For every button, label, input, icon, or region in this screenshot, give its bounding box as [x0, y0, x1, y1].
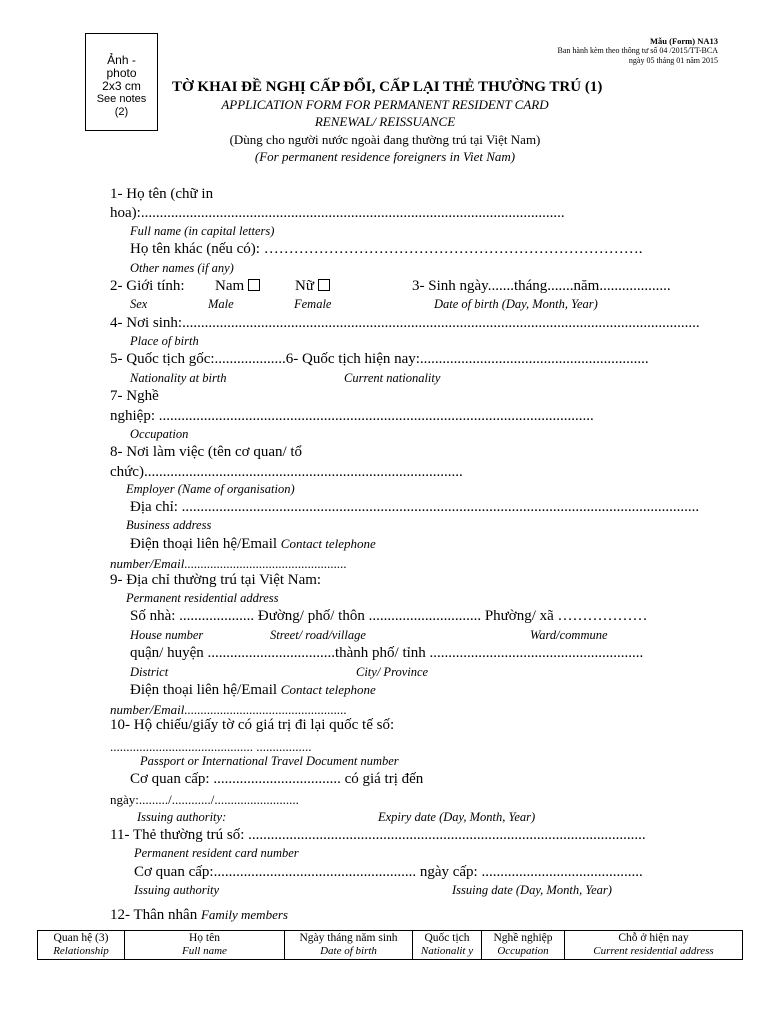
passport-issuer-en: Issuing authority: [137, 810, 227, 824]
full-name-en: Full name (in capital letters) [130, 224, 275, 238]
employer-phone-label [130, 536, 376, 553]
dob-en: Date of birth (Day, Month, Year) [434, 297, 598, 311]
passport-issuer-field[interactable]: Cơ quan cấp: .................................. có giá trị đến [130, 771, 424, 787]
district-en: District [130, 665, 169, 679]
male-checkbox[interactable] [248, 279, 260, 291]
employer-field[interactable]: chức)..................................................................................... [110, 464, 463, 480]
occupation-label: 7- Nghề [110, 388, 159, 404]
passport-expiry-en: Expiry date (Day, Month, Year) [378, 810, 536, 824]
full-name-label-1: 1- Họ tên (chữ in [110, 186, 214, 202]
nationality-current-en: Current nationality [344, 371, 441, 385]
house-number-en: House number [130, 628, 204, 642]
header-occupation: Nghề nghiệp Occupation [482, 931, 565, 960]
sex-en: Sex [130, 297, 148, 311]
title-vi-sub: (Dùng cho người nước ngoài đang thường trú tại Việt Nam) [229, 132, 541, 147]
male-en: Male [208, 297, 234, 311]
passport-label: 10- Hộ chiếu/giấy tờ có giá trị đi lại quốc tế số: [110, 717, 395, 733]
occupation-en: Occupation [130, 427, 189, 441]
header-date-of-birth: Ngày tháng năm sinh Date of birth [285, 931, 413, 960]
nationality-birth-en: Nationality at birth [130, 371, 227, 385]
city-en: City/ Province [356, 665, 429, 679]
male-option[interactable] [215, 278, 260, 295]
sex-label: 2- Giới tính: [110, 278, 185, 294]
passport-field[interactable]: ............................................ ................. [110, 739, 312, 754]
title-en-1: APPLICATION FORM FOR PERMANENT RESIDENT CARD [221, 97, 549, 112]
form-code-name: Mẫu (Form) NA13 [650, 36, 718, 46]
street-en: Street/ road/village [270, 628, 366, 642]
female-en: Female [294, 297, 332, 311]
passport-expiry-field[interactable]: ngày:........./............/.......................... [110, 792, 299, 807]
occupation-field[interactable]: nghiệp: .................................................................................................................... [110, 408, 594, 424]
residential-phone-vi: Điện thoại liên hệ/Email [130, 682, 278, 698]
employer-phone-vi: Điện thoại liên hệ/Email [130, 536, 278, 552]
photo-label-5: (2) [114, 106, 129, 118]
female-checkbox[interactable] [318, 279, 330, 291]
other-names-en: Other names (if any) [130, 261, 234, 275]
form-code [558, 36, 718, 66]
title-vi: TỜ KHAI ĐỀ NGHỊ CẤP ĐỔI, CẤP LẠI THẺ THƯỜNG TRÚ (1) [172, 79, 603, 95]
header-current-address: Chỗ ở hiện nay Current residential address [565, 931, 743, 960]
residential-address-en: Permanent residential address [126, 591, 279, 605]
title-en-sub: (For permanent residence foreigners in Viet Nam) [254, 149, 516, 164]
female-label: Nữ [295, 278, 314, 294]
female-option[interactable] [295, 278, 330, 295]
photo-label-3: 2x3 cm [102, 79, 141, 93]
employer-phone-field[interactable]: number/Email.................................................. [110, 556, 347, 571]
photo-label-4: See notes [96, 93, 147, 105]
employer-en: Employer (Name of organisation) [126, 482, 295, 496]
residential-phone-field[interactable]: number/Email.................................................. [110, 702, 347, 717]
card-number-field[interactable]: 11- Thẻ thường trú số: .......................................................................................................... [110, 827, 646, 843]
ward-en: Ward/commune [530, 628, 608, 642]
employer-phone-en: Contact telephone [280, 536, 376, 551]
business-address-field[interactable]: Địa chỉ: .......................................................................................................................................... [130, 499, 700, 515]
card-issuer-en: Issuing authority [134, 883, 220, 897]
card-issuer-field[interactable]: Cơ quan cấp:...................................................... ngày cấp: ........................................... [134, 864, 643, 880]
title-en-2: RENEWAL/ REISSUANCE [314, 114, 456, 129]
place-of-birth-en: Place of birth [130, 334, 199, 348]
other-names-field[interactable]: Họ tên khác (nếu có): …………………………………………………………………. [130, 241, 643, 257]
district-city-field[interactable]: quận/ huyện ..................................thành phố/ tỉnh ......................................................... [130, 645, 644, 661]
form-code-issued: Ban hành kèm theo thông tư số 04 /2015/TT-BCA [557, 46, 718, 55]
full-name-field[interactable]: hoa):................................................................................................................. [110, 205, 565, 221]
business-address-en: Business address [126, 518, 212, 532]
dob-field[interactable]: 3- Sinh ngày.......tháng.......năm................... [412, 278, 671, 294]
header-nationality: Quốc tịch Nationalit y [413, 931, 482, 960]
residential-phone-label [130, 682, 376, 699]
family-members-vi: 12- Thân nhân [110, 907, 198, 923]
table-header-row [38, 931, 743, 960]
employer-label: 8- Nơi làm việc (tên cơ quan/ tổ [110, 444, 303, 460]
place-of-birth-field[interactable]: 4- Nơi sinh:.......................................................................................................................................... [110, 315, 700, 331]
passport-en: Passport or International Travel Document number [140, 754, 399, 768]
male-label: Nam [215, 278, 245, 294]
photo-label-1: Ảnh - [107, 53, 136, 67]
header-full-name: Họ tên Full name [125, 931, 285, 960]
family-members-en: Family members [200, 907, 288, 922]
nationality-field[interactable]: 5- Quốc tịch gốc:...................6- Quốc tịch hiện nay:............................................................. [110, 351, 649, 367]
residential-address-label: 9- Địa chỉ thường trú tại Việt Nam: [110, 572, 322, 588]
family-members-table [37, 930, 743, 960]
header-relationship: Quan hệ (3) Relationship [38, 931, 125, 960]
family-members-label [110, 907, 288, 924]
residential-phone-en: Contact telephone [280, 682, 376, 697]
house-street-ward-field[interactable]: Số nhà: .................... Đường/ phố/ thôn .............................. Phường/ xã ……………… [130, 608, 648, 624]
card-date-en: Issuing date (Day, Month, Year) [452, 883, 612, 897]
card-number-en: Permanent resident card number [134, 846, 299, 860]
photo-label-2: photo [106, 66, 137, 80]
form-code-date: ngày 05 tháng 01 năm 2015 [628, 56, 718, 65]
